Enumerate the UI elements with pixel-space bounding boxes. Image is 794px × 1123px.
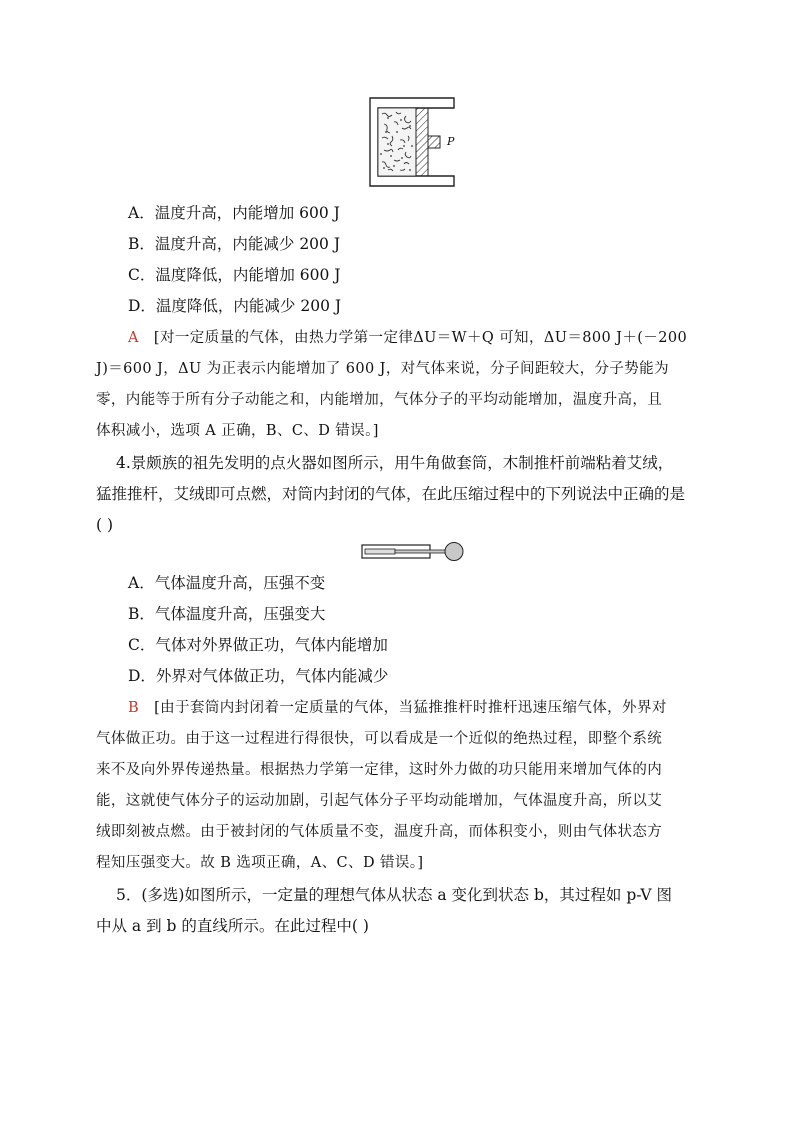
q5-stem-line2: 中从 a 到 b 的直线所示。在此过程中( ) [96, 917, 369, 935]
q4-answer-letter: B [128, 700, 140, 716]
q4-option-d: D．外界对气体做正功，气体内能减少 [128, 667, 389, 685]
q3-answer-line1 [128, 328, 738, 348]
q3-option-b: B．温度升高，内能减少 200 J [128, 235, 341, 253]
q4-explanation-text: [由于套筒内封闭着一定质量的气体，当猛推推杆时推杆迅速压缩气体，外界对 [154, 700, 667, 716]
q4-stem-line3: ( ) [96, 516, 114, 534]
q4-explanation-line4: 能，这就使气体分子的运动加剧，引起气体分子平均动能增加，气体温度升高，所以艾 [96, 793, 663, 809]
q4-stem-line1: 4.景颇族的祖先发明的点火器如图所示，用牛角做套筒，木制推杆前端粘着艾绒， [116, 454, 674, 472]
q3-answer-letter: A [128, 330, 139, 346]
q4-answer-line1 [128, 698, 738, 718]
q4-explanation-line6: 程知压强变大。故 B 选项正确，A、C、D 错误。] [96, 855, 424, 871]
piston-label: P [447, 135, 455, 148]
q3-option-a: A．温度升高，内能增加 600 J [128, 204, 340, 222]
fire-piston-figure [360, 540, 468, 564]
q5-stem-line1: 5．(多选)如图所示，一定量的理想气体从状态 a 变化到状态 b，其过程如 p-V 图 [116, 886, 672, 904]
q3-explanation-line2: J)＝600 J，ΔU 为正表示内能增加了 600 J，对气体来说，分子间距较大，分子势能为 [96, 361, 669, 377]
q4-stem-line2: 猛推推杆，艾绒即可点燃，对筒内封闭的气体，在此压缩过程中的下列说法中正确的是 [96, 485, 686, 503]
q4-option-b: B．气体温度升高，压强变大 [128, 605, 326, 623]
q4-explanation-line2: 气体做正功。由于这一过程进行得很快，可以看成是一个近似的绝热过程，即整个系统 [96, 731, 663, 747]
q3-option-c: C．温度降低，内能增加 600 J [128, 266, 341, 284]
q4-option-c: C．气体对外界做正功，气体内能增加 [128, 636, 388, 654]
q4-explanation-line5: 绒即刻被点燃。由于被封闭的气体质量不变，温度升高，而体积变小，则由气体状态方 [96, 824, 663, 840]
q3-option-d: D．温度降低，内能减少 200 J [128, 297, 342, 315]
q3-explanation-text: [对一定质量的气体，由热力学第一定律ΔU＝W＋Q 可知，ΔU＝800 J＋(－200 [153, 330, 688, 346]
q4-explanation-line3: 来不及向外界传递热量。根据热力学第一定律，这时外力做的功只能用来增加气体的内 [96, 762, 663, 778]
q4-option-a: A．气体温度升高，压强不变 [128, 574, 326, 592]
q3-explanation-line3: 零，内能等于所有分子动能之和，内能增加，气体分子的平均动能增加，温度升高，且 [96, 392, 663, 408]
q3-explanation-line4: 体积减小，选项 A 正确，B、C、D 错误。] [96, 423, 379, 439]
